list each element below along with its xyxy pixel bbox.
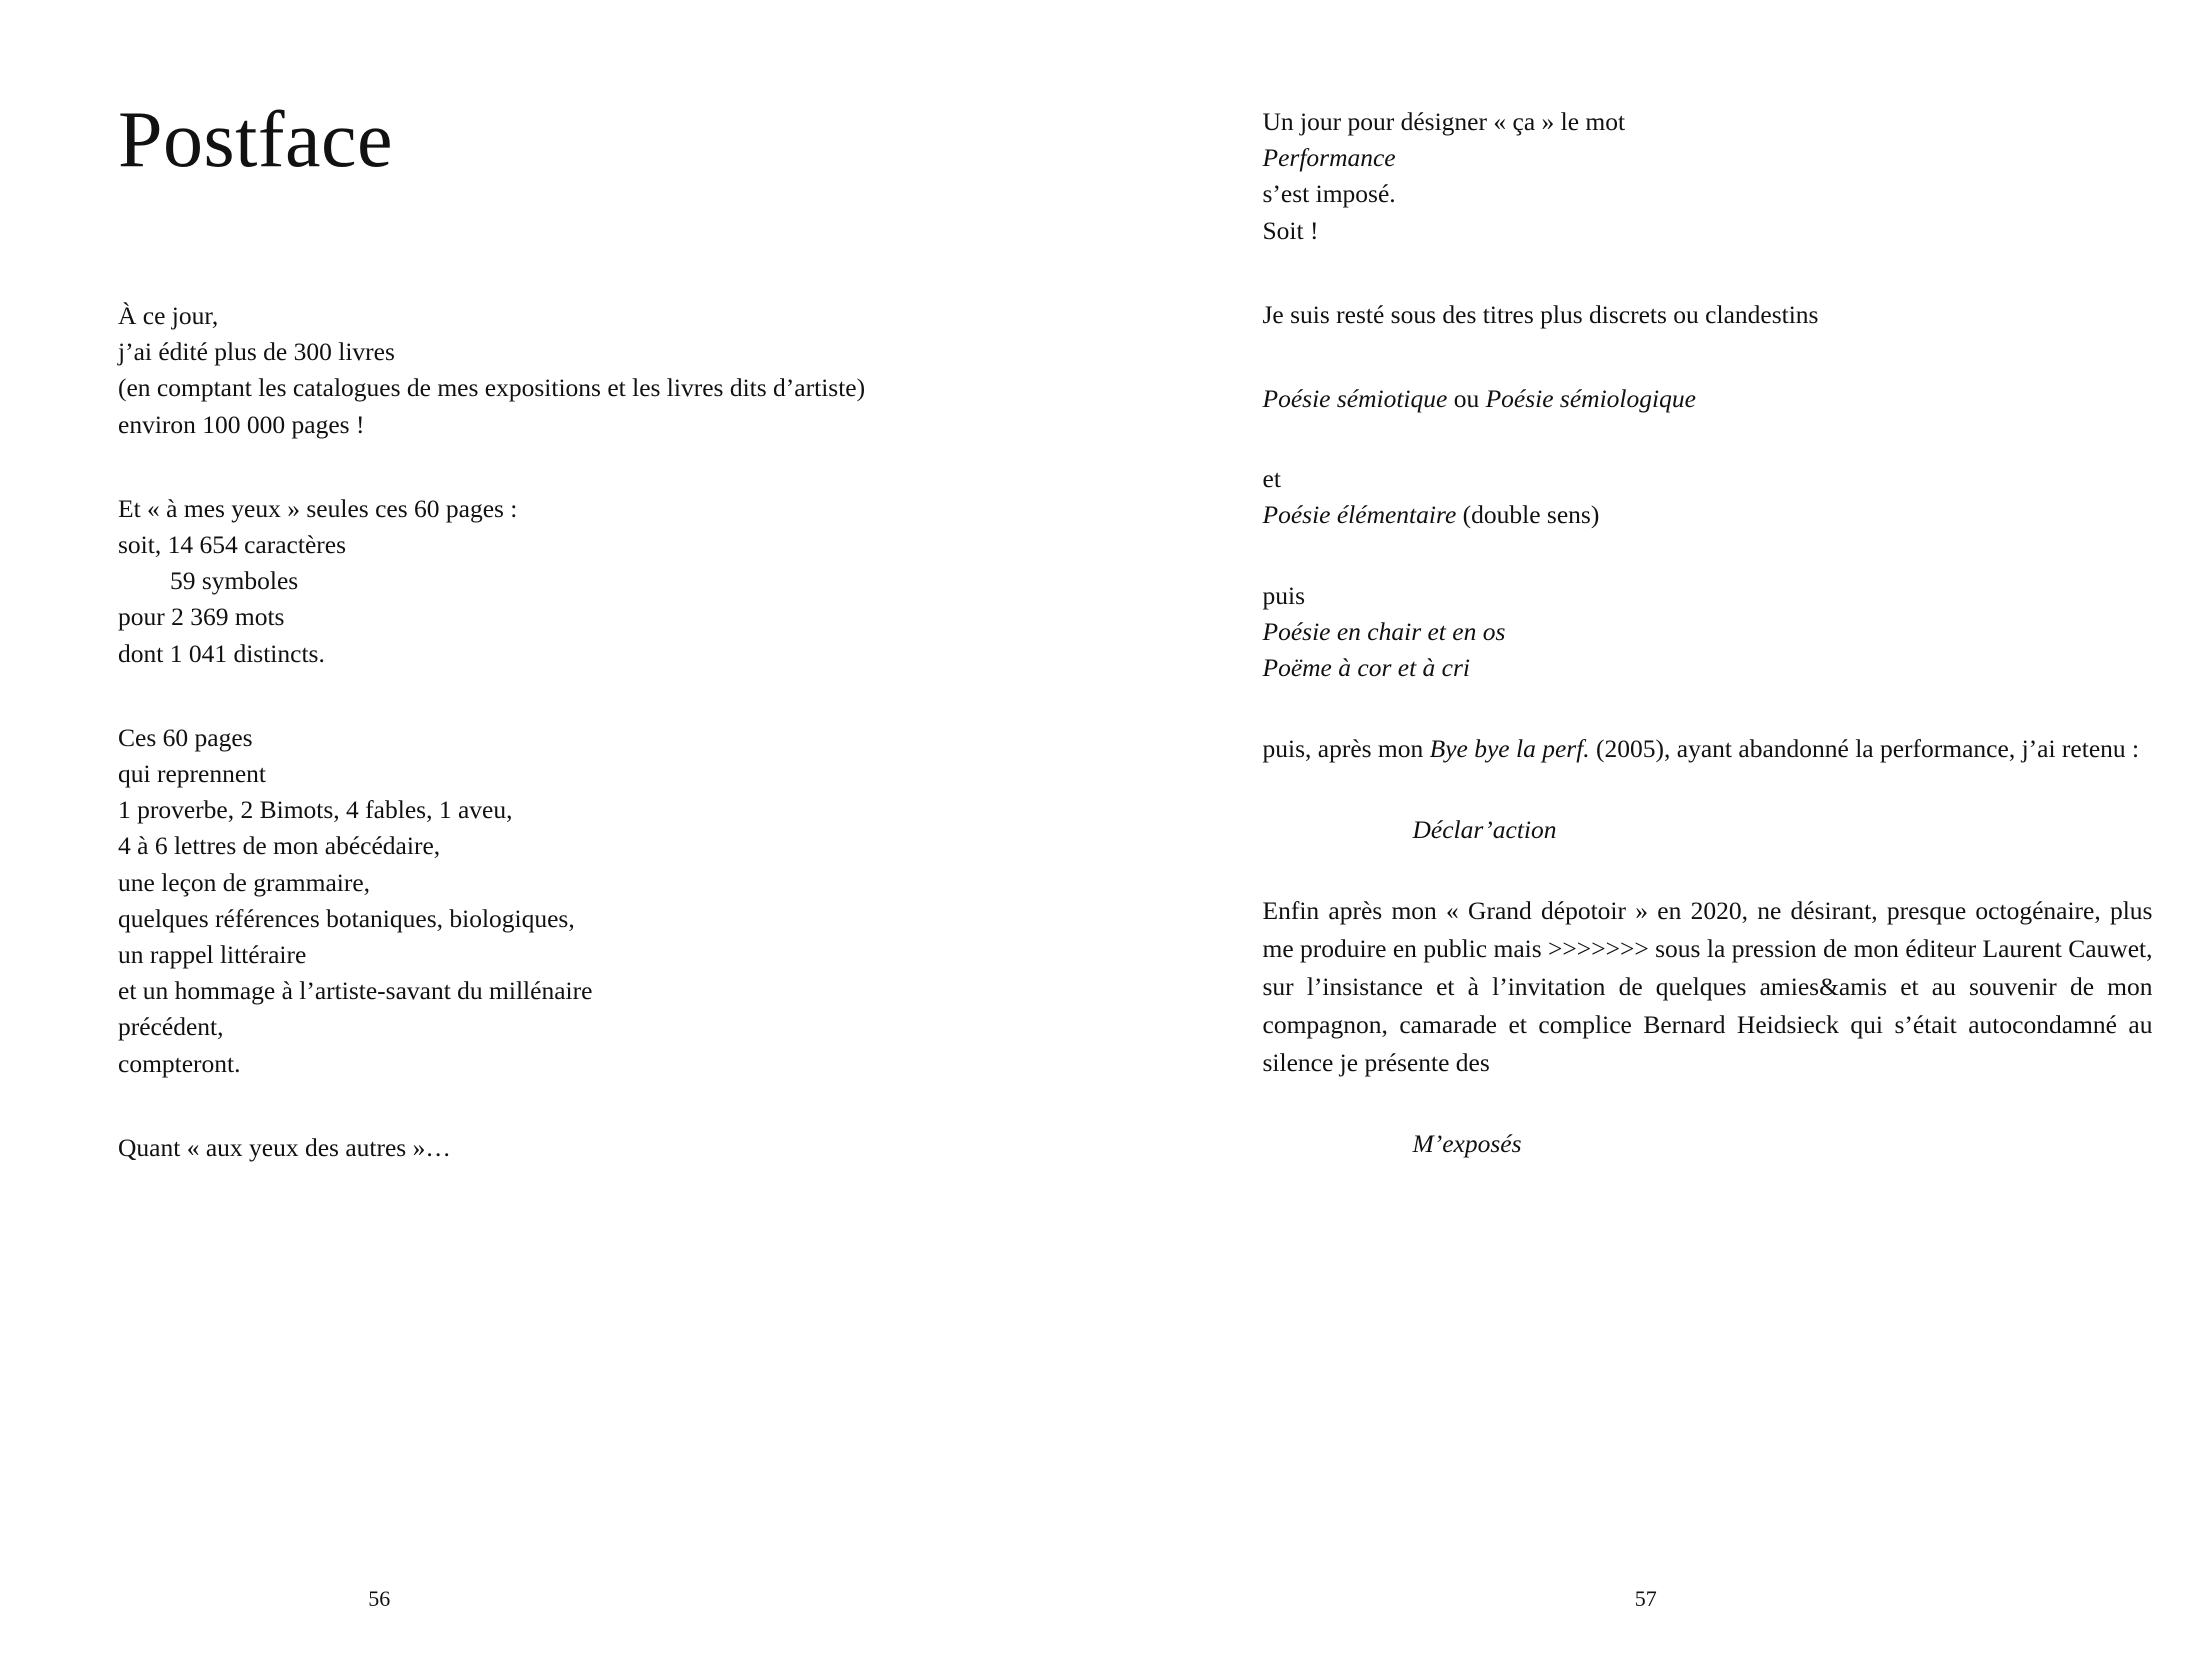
text-italic: Poésie élémentaire <box>1262 500 1457 530</box>
stanza-2 <box>1263 297 2153 333</box>
text-line: une leçon de grammaire, <box>118 867 371 897</box>
text-line: 4 à 6 lettres de mon abécédaire, <box>118 831 441 861</box>
spacer <box>118 1082 1018 1130</box>
text-italic: Bye bye la perf. <box>1429 734 1590 764</box>
text-line: (double sens) <box>1456 500 1600 530</box>
paragraph-block-4 <box>118 1130 1018 1166</box>
spacer <box>1263 1082 2153 1126</box>
text-line: Ces 60 pages <box>118 722 253 752</box>
text-italic: Poëme à cor et à cri <box>1262 653 1470 683</box>
text-line: Un jour pour désigner « ça » le mot <box>1262 107 1626 136</box>
text-conjunction: ou <box>1447 384 1486 414</box>
spacer <box>1263 249 2153 297</box>
text-line: qui reprennent <box>118 759 266 789</box>
text-line: quelques références botaniques, biologiques, <box>118 903 575 933</box>
text-line: et un hommage à l’artiste-savant du millénaire <box>118 976 593 1006</box>
text-line: pour 2 369 mots <box>118 602 285 632</box>
text-line: dont 1 041 distincts. <box>118 638 325 668</box>
page-title: Postface <box>118 96 394 184</box>
text-line: environ 100 000 pages ! <box>118 409 365 439</box>
text-line: Je suis resté sous des titres plus discrets ou clandestins <box>1262 299 1819 329</box>
spacer <box>1263 686 2153 730</box>
spacer <box>1263 768 2153 812</box>
text-line: Quant « aux yeux des autres »… <box>118 1132 451 1162</box>
text-line: un rappel littéraire <box>118 940 307 970</box>
text-line: puis <box>1262 580 1306 610</box>
spacer <box>1263 848 2153 892</box>
centered-title-1: Déclar’action <box>1412 815 1557 845</box>
text-italic: Poésie sémiotique <box>1262 384 1448 414</box>
text-line: 59 symboles <box>170 566 299 596</box>
text-part: puis, après mon <box>1262 734 1430 764</box>
text-line: Et « à mes yeux » seules ces 60 pages : <box>118 493 518 523</box>
stanza-1 <box>1263 104 2153 249</box>
spacer <box>118 443 1018 491</box>
page-number-right: 57 <box>1634 1586 1657 1611</box>
text-line: précédent, <box>118 1012 224 1042</box>
stanza-3 <box>1263 381 2153 417</box>
text-line: et <box>1262 464 1281 494</box>
text-line: soit, 14 654 caractères <box>118 530 346 560</box>
text-line: À ce jour, <box>118 301 219 330</box>
text-line: s’est imposé. <box>1262 179 1396 209</box>
left-page-body <box>118 0 1018 1166</box>
centered-title-2: M’exposés <box>1412 1129 1522 1159</box>
stanza-4 <box>1263 461 2153 533</box>
spacer <box>118 672 1018 720</box>
text-line: compteront. <box>118 1048 241 1078</box>
text-line: (en comptant les catalogues de mes expositions et les livres dits d’artiste) <box>118 373 866 403</box>
stanza-7: Enfin après mon « Grand dépotoir » en 2020, ne désirant, presque octogénaire, plus me produire en public mais >>>>>>> sous la pression de mon éditeur Laurent Cauwet, sur l’insistance et à l’invitation de quelques amies&amis et au souvenir de mon compagnon, camarade et complice Bernard Heidsieck qui s’était autocondamné au silence je présente des <box>1262 896 2153 1078</box>
spacer <box>1263 333 2153 381</box>
spacer <box>1263 417 2153 461</box>
text-italic: Poésie sémiologique <box>1485 384 1696 414</box>
spacer <box>118 180 1018 298</box>
right-page-body <box>1263 0 2153 1163</box>
paragraph-block-3 <box>118 720 1018 1082</box>
text-line: Soit ! <box>1262 215 1319 245</box>
text-line: j’ai édité plus de 300 livres <box>118 337 395 367</box>
text-part: (2005), ayant abandonné la performance, j’ai retenu : <box>1589 734 2140 764</box>
paragraph-block-1 <box>118 298 1018 443</box>
spacer <box>1263 534 2153 578</box>
paragraph-block-2 <box>118 491 1018 672</box>
page-number-left: 56 <box>368 1586 391 1611</box>
text-italic: Poésie en chair et en os <box>1262 616 1506 646</box>
right-page <box>1103 0 2205 1654</box>
stanza-6 <box>1263 730 2153 768</box>
text-line: 1 proverbe, 2 Bimots, 4 fables, 1 aveu, <box>118 795 513 825</box>
text-line-italic: Performance <box>1262 143 1396 173</box>
stanza-5 <box>1263 578 2153 687</box>
